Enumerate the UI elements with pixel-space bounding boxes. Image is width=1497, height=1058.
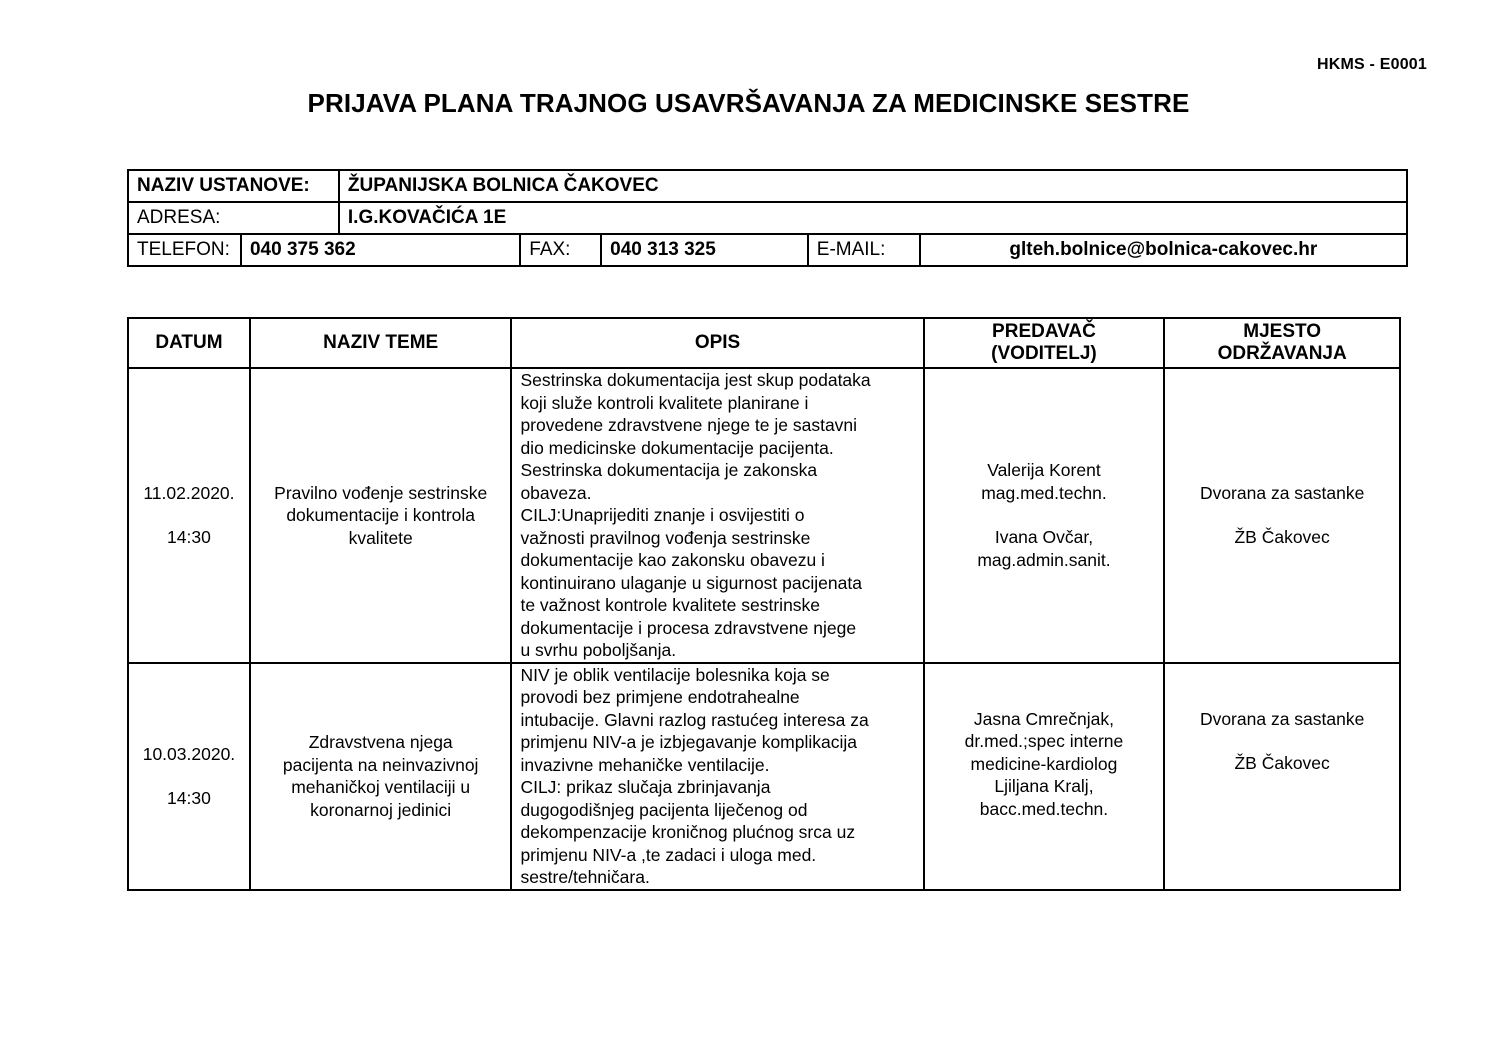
topic-line: Zdravstvena njega [308, 732, 453, 752]
location-place: ŽB Čakovec [1234, 753, 1330, 773]
location-name: Dvorana za sastanke [1199, 482, 1365, 503]
description-line: primjenu NIV-a ,te zadaci i uloga med. [520, 844, 817, 865]
session-topic [250, 663, 512, 890]
description-line: CILJ:Unaprijediti znanje i osvijestiti o [520, 505, 805, 525]
header-topic: NAZIV TEME [250, 318, 512, 368]
header-description: OPIS [511, 318, 923, 368]
lecturer-line: dr.med.;spec interne [964, 731, 1124, 751]
institution-name: ŽUPANIJSKA BOLNICA ČAKOVEC [339, 170, 1407, 202]
lecturer-line: mag.admin.sanit. [977, 549, 1111, 570]
table-row [128, 368, 1400, 663]
header-lecturer-line1: PREDAVAČ [992, 321, 1096, 342]
email-label: E-MAIL: [808, 234, 920, 266]
header-lecturer [924, 318, 1165, 368]
description-line: obaveza. [520, 482, 592, 503]
lecturer-line: Valerija Korent [987, 460, 1101, 481]
description-line: CILJ: prikaz slučaja zbrinjavanja [520, 777, 771, 797]
header-lecturer-line2: (VODITELJ) [991, 343, 1097, 364]
header-date: DATUM [128, 318, 250, 368]
description-line: NIV je oblik ventilacije bolesnika koja se [520, 664, 830, 685]
description-line: sestre/tehničara. [520, 867, 650, 887]
description-line: provedene zdravstvene njege te je sastavni [520, 415, 858, 435]
lecturer-spacer [925, 504, 1164, 526]
institution-name-row [128, 170, 1407, 202]
description-line: dokumentacije i procesa zdravstvene njege [520, 617, 857, 638]
session-datetime [128, 663, 250, 890]
form-code: HKMS - E0001 [1317, 56, 1427, 73]
session-date: 10.03.2020. [142, 743, 236, 764]
session-time: 14:30 [167, 788, 211, 808]
location-name: Dvorana za sastanke [1199, 708, 1365, 729]
header-location-line1: MJESTO [1243, 321, 1322, 342]
description-line: kontinuirano ulaganje u sigurnost pacijenata [520, 572, 862, 593]
phone-label: TELEFON: [128, 234, 241, 266]
description-line: intubacije. Glavni razlog rastućeg interesa za [520, 709, 869, 730]
lecturer-line: Ivana Ovčar, [994, 527, 1094, 548]
session-location [1164, 368, 1400, 663]
description-line: invazivne mehaničke ventilacije. [520, 754, 770, 775]
session-date: 11.02.2020. [143, 482, 235, 503]
description-line: provodi bez primjene endotrahealne [520, 687, 800, 707]
session-time: 14:30 [167, 527, 211, 548]
location-place: ŽB Čakovec [1234, 527, 1330, 548]
description-line: u svrhu poboljšanja. [520, 640, 677, 660]
phone-number: 040 375 362 [241, 234, 520, 266]
session-datetime [128, 368, 250, 663]
session-location [1164, 663, 1400, 890]
description-line: dokumentacije kao zakonsku obavezu i [520, 550, 825, 570]
fax-number: 040 313 325 [601, 234, 808, 266]
description-line: Sestrinska dokumentacija je zakonska [520, 460, 818, 480]
page-title: PRIJAVA PLANA TRAJNOG USAVRŠAVANJA ZA MEDICINSKE SESTRE [307, 88, 1190, 118]
address-label: ADRESA: [128, 202, 339, 234]
description-line: te važnost kontrole kvalitete sestrinske [520, 595, 821, 615]
topic-line: kvalitete [348, 527, 413, 548]
description-line: koji služe kontroli kvalitete planirane i [520, 392, 809, 413]
lecturer-line: bacc.med.techn. [979, 798, 1109, 819]
lecturer-line: medicine-kardiolog [970, 753, 1118, 774]
session-description [511, 663, 923, 890]
header-location [1164, 318, 1400, 368]
lecturer-line: mag.med.techn. [981, 482, 1107, 503]
description-line: važnosti pravilnog vođenja sestrinske [520, 527, 811, 548]
topic-line: mehaničkoj ventilaciji u [291, 777, 471, 797]
topic-line: koronarnoj jedinici [310, 799, 452, 820]
topic-line: pacijenta na neinvazivnoj [282, 754, 479, 775]
institution-contact-row [128, 234, 1407, 266]
description-line: dekompenzacije kroničnog plućnog srca uz [520, 822, 856, 842]
institution-table [127, 169, 1408, 267]
description-line: primjenu NIV-a je izbjegavanje komplikacija [520, 732, 858, 752]
session-topic [250, 368, 512, 663]
session-lecturers [924, 368, 1165, 663]
session-lecturers [924, 663, 1165, 890]
topic-line: dokumentacije i kontrola [286, 505, 476, 525]
email-address: glteh.bolnice@bolnica-cakovec.hr [920, 234, 1407, 266]
schedule-table [127, 317, 1401, 891]
institution-address: I.G.KOVAČIĆA 1E [339, 202, 1407, 234]
topic-line: Pravilno vođenje sestrinske [274, 482, 488, 503]
description-line: dio medicinske dokumentacije pacijenta. [520, 437, 834, 458]
schedule-header-row [128, 318, 1400, 368]
header-location-line2: ODRŽAVANJA [1217, 343, 1347, 364]
fax-label: FAX: [520, 234, 601, 266]
description-line: dugogodišnjeg pacijenta liječenog od [520, 799, 808, 820]
table-row [128, 663, 1400, 890]
lecturer-line: Ljiljana Kralj, [994, 776, 1094, 796]
session-description [511, 368, 923, 663]
institution-address-row [128, 202, 1407, 234]
lecturer-line: Jasna Cmrečnjak, [973, 708, 1114, 729]
description-line: Sestrinska dokumentacija jest skup podataka [520, 370, 871, 390]
institution-name-label: NAZIV USTANOVE: [128, 170, 339, 202]
